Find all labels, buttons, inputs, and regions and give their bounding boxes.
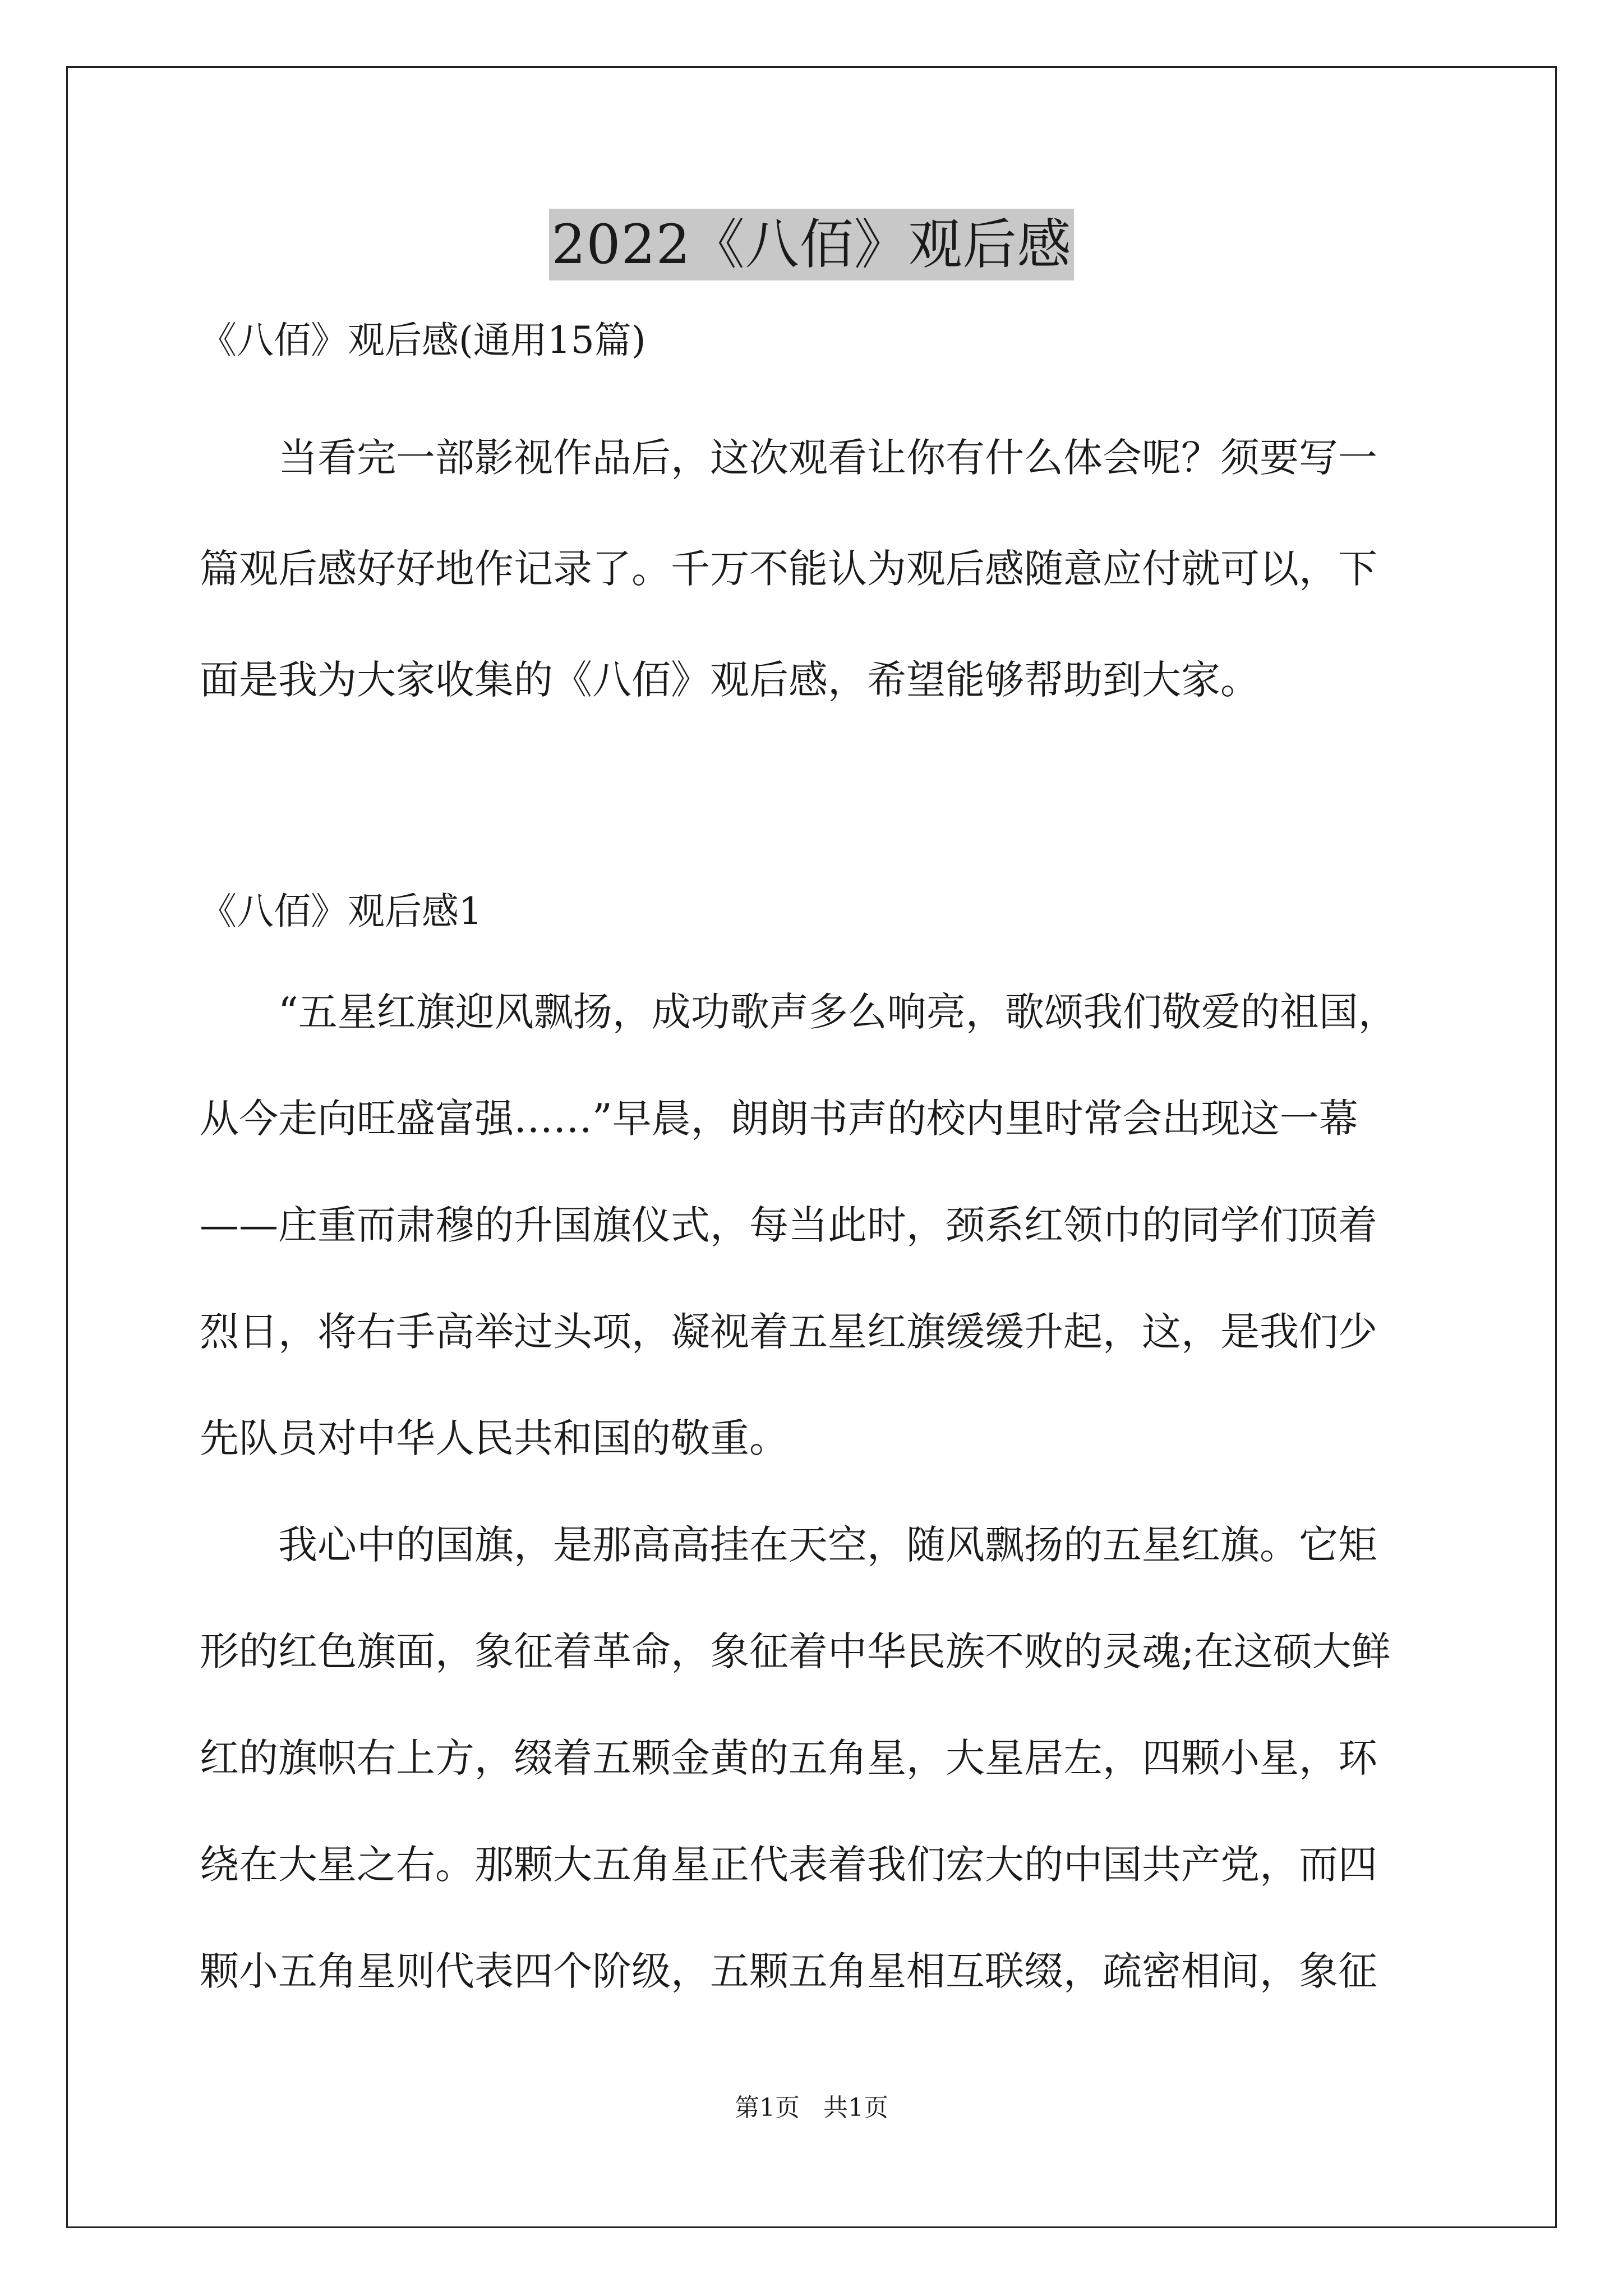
paragraph-line: 颗小五角星则代表四个阶级，五颗五角星相互联缀，疏密相间，象征 — [200, 1948, 1377, 1994]
document-title: 2022《八佰》观后感 — [549, 209, 1073, 280]
paragraph-line: ——庄重而肃穆的升国旗仪式，每当此时，颈系红领巾的同学们顶着 — [200, 1202, 1377, 1248]
page-border — [66, 66, 1557, 2228]
page-number: 第1页 共1页 — [735, 2093, 888, 2122]
title-container — [0, 209, 1623, 280]
paragraph-line: “五星红旗迎风飘扬，成功歌声多么响亮，歌颂我们敬爱的祖国， — [278, 989, 1398, 1035]
intro-line: 当看完一部影视作品后，这次观看让你有什么体会呢？须要写一 — [278, 435, 1377, 481]
paragraph-line: 先队员对中华人民共和国的敬重。 — [200, 1415, 789, 1461]
paragraph-line: 红的旗帜右上方，缀着五颗金黄的五角星，大星居左，四颗小星，环 — [200, 1735, 1377, 1781]
intro-line: 面是我为大家收集的《八佰》观后感，希望能够帮助到大家。 — [200, 657, 1260, 703]
paragraph-line: 从今走向旺盛富强……”早晨，朗朗书声的校内里时常会出现这一幕 — [200, 1096, 1358, 1142]
paragraph-line: 我心中的国旗，是那高高挂在天空，随风飘扬的五星红旗。它矩 — [278, 1522, 1377, 1568]
intro-line: 篇观后感好好地作记录了。千万不能认为观后感随意应付就可以，下 — [200, 546, 1377, 592]
document-subtitle: 《八佰》观后感(通用15篇) — [200, 319, 646, 362]
paragraph-line: 绕在大星之右。那颗大五角星正代表着我们宏大的中国共产党，而四 — [200, 1842, 1377, 1888]
paragraph-line: 烈日，将右手高举过头项，凝视着五星红旗缓缓升起，这，是我们少 — [200, 1309, 1377, 1355]
section-heading: 《八佰》观后感1 — [200, 890, 482, 933]
paragraph-line: 形的红色旗面，象征着革命，象征着中华民族不败的灵魂;在这硕大鲜 — [200, 1628, 1391, 1674]
